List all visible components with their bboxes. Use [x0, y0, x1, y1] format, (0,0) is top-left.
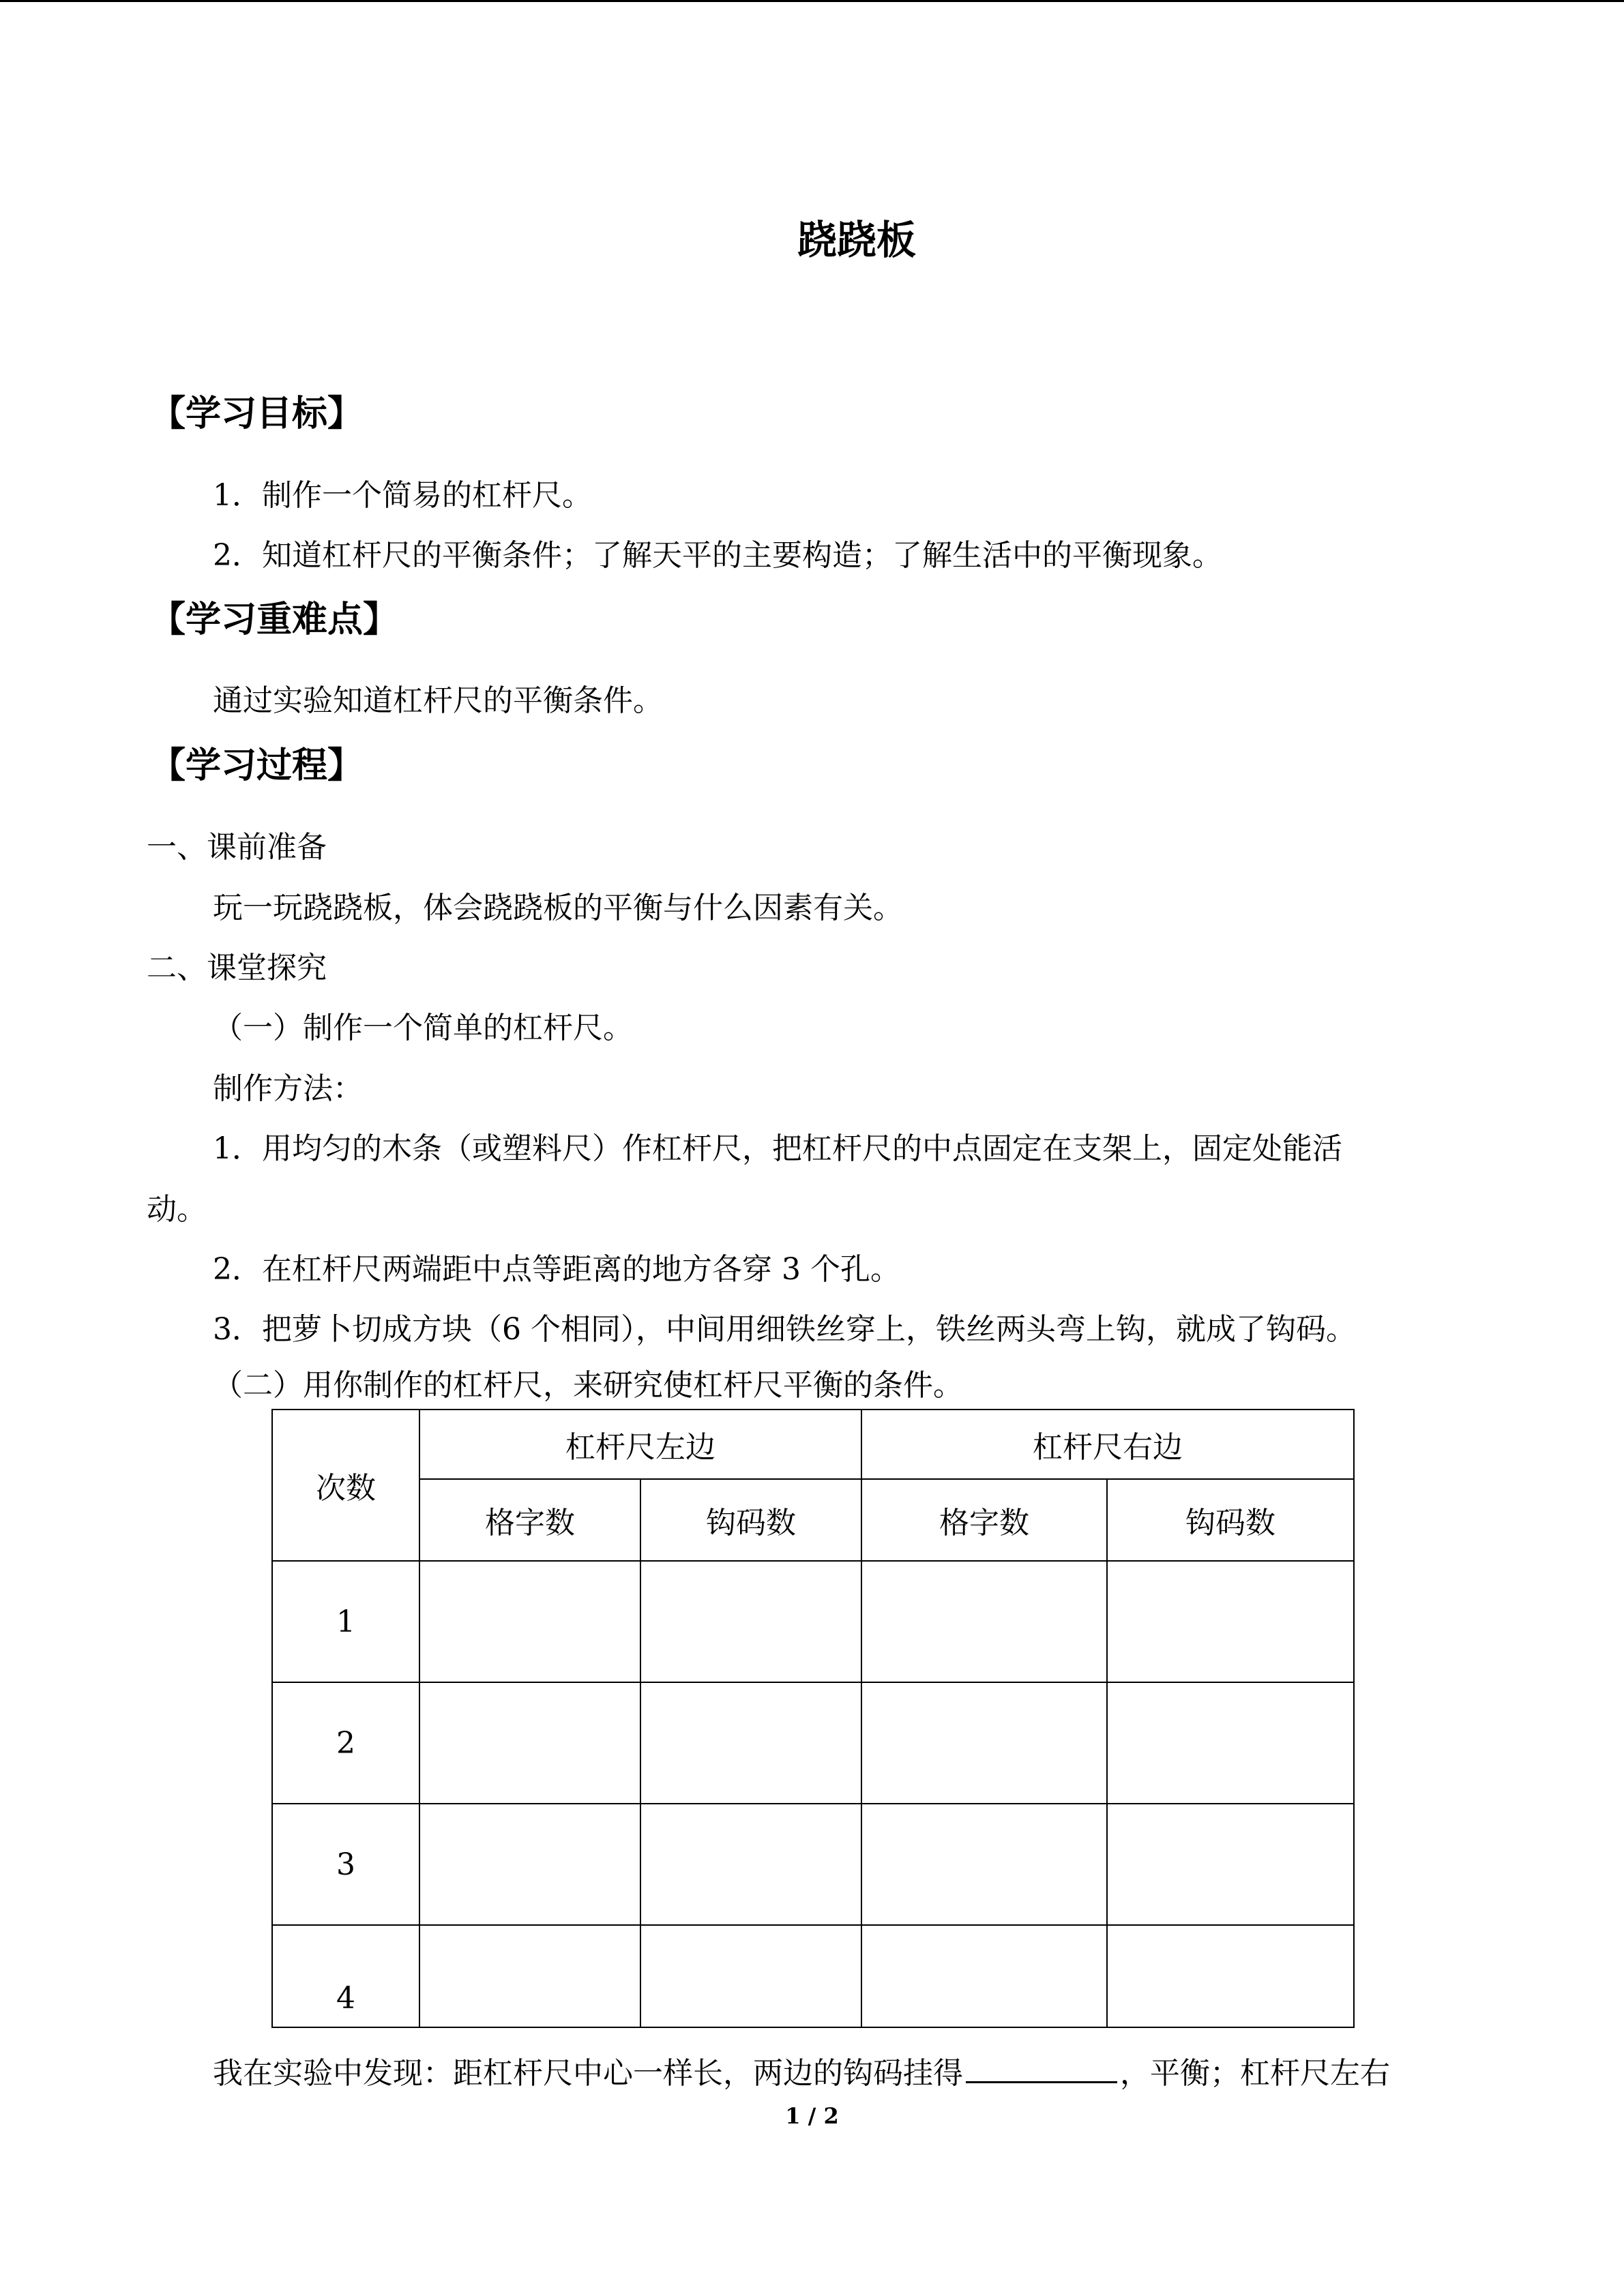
empty-cell: [861, 1925, 1107, 2027]
goal-item-2: 2．知道杠杆尺的平衡条件；了解天平的主要构造；了解生活中的平衡现象。: [213, 538, 1222, 573]
header-left-grid-count: 格字数: [419, 1479, 640, 1561]
table-row: [272, 1682, 1354, 1804]
empty-cell: [861, 1804, 1107, 1925]
goal-item-1: 1．制作一个简易的杠杆尺。: [213, 478, 592, 513]
row-number: 1: [272, 1561, 419, 1682]
page-number: 1 / 2: [785, 2103, 839, 2129]
empty-cell: [640, 1682, 861, 1804]
table-row: [272, 1925, 1354, 2027]
empty-cell: [419, 1925, 640, 2027]
conclusion-text-before: 我在实验中发现：距杠杆尺中心一样长，两边的钩码挂得: [213, 2056, 963, 2091]
key-points-text: 通过实验知道杠杆尺的平衡条件。: [213, 683, 663, 718]
empty-cell: [419, 1561, 640, 1682]
experiment-table: [271, 1409, 1355, 2028]
step-1-continued: 动。: [147, 1192, 207, 1227]
empty-cell: [419, 1682, 640, 1804]
header-right-weight-count: 钩码数: [1107, 1479, 1354, 1561]
step-2: 2．在杠杆尺两端距中点等距离的地方各穿 3 个孔。: [213, 1252, 900, 1287]
prep-text: 玩一玩跷跷板，体会跷跷板的平衡与什么因素有关。: [213, 891, 903, 925]
top-border-line: [0, 0, 1624, 2]
table-row: [272, 1561, 1354, 1682]
header-left-weight-count: 钩码数: [640, 1479, 861, 1561]
part1-title: （一）制作一个简单的杠杆尺。: [213, 1011, 633, 1045]
method-label: 制作方法：: [213, 1071, 363, 1106]
row-number: 4: [272, 1925, 419, 2027]
empty-cell: [1107, 1925, 1354, 2027]
empty-cell: [640, 1804, 861, 1925]
header-left-side: 杠杆尺左边: [419, 1410, 861, 1479]
empty-cell: [640, 1561, 861, 1682]
conclusion-text-after: ，平衡；杠杆尺左右: [1120, 2056, 1390, 2091]
heading-key-points: 【学习重难点】: [150, 599, 399, 640]
row-number: 2: [272, 1682, 419, 1804]
empty-cell: [1107, 1682, 1354, 1804]
conclusion-sentence: [213, 2048, 1390, 2094]
empty-cell: [419, 1804, 640, 1925]
step-1: 1．用均匀的木条（或塑料尺）作杠杆尺，把杠杆尺的中点固定在支架上，固定处能活: [213, 1131, 1342, 1166]
table-row: [272, 1804, 1354, 1925]
page-title: 跷跷板: [797, 217, 916, 263]
row-number: 3: [272, 1804, 419, 1925]
empty-cell: [640, 1925, 861, 2027]
fill-in-blank[interactable]: [966, 2048, 1117, 2083]
empty-cell: [861, 1561, 1107, 1682]
header-trial-count: 次数: [272, 1410, 419, 1561]
heading-learning-goals: 【学习目标】: [150, 393, 364, 434]
empty-cell: [861, 1682, 1107, 1804]
empty-cell: [1107, 1804, 1354, 1925]
header-right-grid-count: 格字数: [861, 1479, 1107, 1561]
explore-title: 二、课堂探究: [147, 951, 327, 985]
heading-learning-process: 【学习过程】: [150, 745, 364, 786]
header-right-side: 杠杆尺右边: [861, 1410, 1354, 1479]
step-3: 3．把萝卜切成方块（6 个相同），中间用细铁丝穿上，铁丝两头弯上钩，就成了钩码。: [213, 1312, 1356, 1347]
part2-title: （二）用你制作的杠杆尺，来研究使杠杆尺平衡的条件。: [213, 1368, 963, 1403]
empty-cell: [1107, 1561, 1354, 1682]
prep-title: 一、课前准备: [147, 830, 327, 865]
